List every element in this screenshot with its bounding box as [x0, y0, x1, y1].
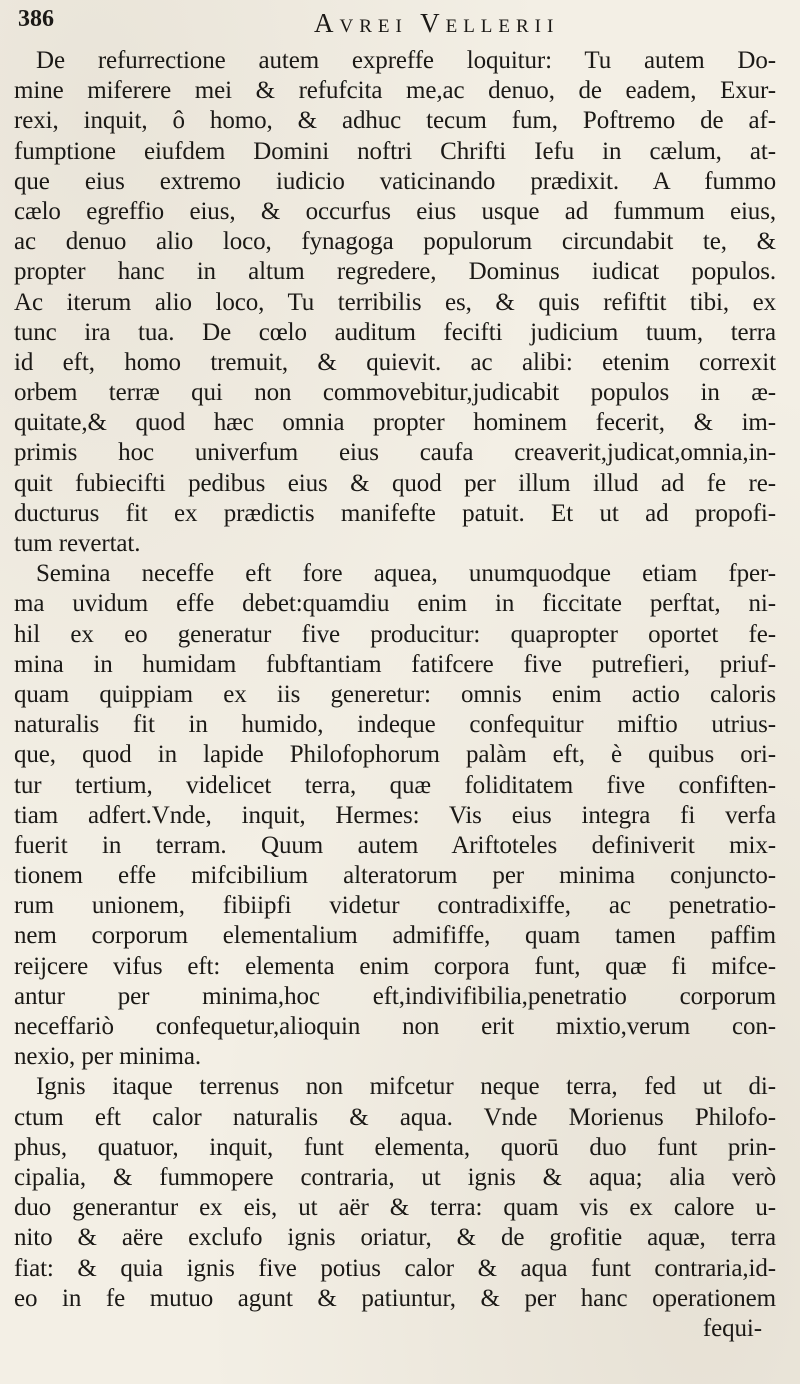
text-line: orbem terræ qui non commovebitur,judicabit populos in æ-	[14, 379, 776, 407]
page-number: 386	[18, 6, 54, 32]
text-line: quit fubiecifti pedibus eius & quod per illum illud ad fe re-	[14, 469, 776, 497]
text-line: rexi, inquit, ô homo, & adhuc tecum fum, Poftremo de af-	[14, 107, 776, 135]
page-header	[14, 6, 776, 46]
text-line: phus, quatuor, inquit, funt elementa, quorū duo funt prin-	[14, 1133, 776, 1161]
text-line: id eft, homo tremuit, & quievit. ac alibi: etenim correxit	[14, 348, 776, 376]
text-line: naturalis fit in humido, indeque confequitur miftio utrius-	[14, 711, 776, 739]
text-line: fumptione eiufdem Domini noftri Chrifti Iefu in cælum, at-	[14, 137, 776, 165]
text-line: nem corporum elementalium admififfe, quam tamen paffim	[14, 922, 776, 950]
text-line: ducturus fit ex prædictis manifefte patuit. Et ut ad propofi-	[14, 499, 776, 527]
text-line: propter hanc in altum regredere, Dominus iudicat populos.	[14, 258, 776, 286]
text-line: ac denuo alio loco, fynagoga populorum circundabit te, &	[14, 228, 776, 256]
text-line: tum revertat.	[14, 530, 141, 557]
catchword: fequi-	[702, 1314, 762, 1342]
text-line: nexio, per minima.	[14, 1043, 202, 1071]
text-line: nito & aëre exclufo ignis oriatur, & de grofitie aquæ, terra	[14, 1224, 776, 1252]
text-line: De refurrectione autem expreffe loquitur: Tu autem Do-	[36, 47, 776, 74]
text-line: ma uvidum effe debet:quamdiu enim in ficcitate perftat, ni-	[14, 590, 776, 618]
text-line: quam quippiam ex iis generetur: omnis enim actio caloris	[14, 680, 776, 708]
text-line: Ignis itaque terrenus non mifcetur neque terra, fed ut di-	[36, 1073, 776, 1101]
text-line: rum unionem, fibiipfi videtur contradixiffe, ac penetratio-	[14, 892, 776, 920]
text-line: hil ex eo generatur five producitur: quapropter oportet fe-	[14, 620, 776, 648]
text-line: quitate,& quod hæc omnia propter hominem fecerit, & im-	[14, 409, 776, 437]
text-line: cælo egreffio eius, & occurfus eius usque ad fummum eius,	[14, 197, 776, 225]
text-line: que eius extremo iudicio vaticinando prædixit. A fummo	[14, 167, 776, 195]
text-line: eo in fe mutuo agunt & patiuntur, & per hanc operationem	[14, 1284, 776, 1312]
text-line: Semina neceffe eft fore aquea, unumquodque etiam fper-	[36, 560, 776, 588]
text-line: ctum eft calor naturalis & aqua. Vnde Morienus Philofo-	[14, 1103, 776, 1131]
text-line: fiat: & quia ignis five potius calor & aqua funt contraria,id-	[14, 1254, 776, 1282]
text-line: duo generantur ex eis, ut aër & terra: quam vis ex calore u-	[14, 1194, 776, 1222]
running-head: Avrei Vellerii	[314, 8, 560, 38]
text-line: fuerit in terram. Quum autem Ariftoteles definiverit mix-	[14, 831, 776, 859]
text-line: tur tertium, videlicet terra, quæ foliditatem five confiften-	[14, 771, 776, 799]
text-line: mina in humidam fubftantiam fatifcere five putrefieri, priuf-	[14, 650, 776, 678]
text-line: antur per minima,hoc eft,indivifibilia,penetratio corporum	[14, 982, 776, 1010]
text-line: Ac iterum alio loco, Tu terribilis es, & quis refiftit tibi, ex	[14, 288, 776, 316]
text-line: que, quod in lapide Philofophorum palàm eft, è quibus ori-	[14, 741, 776, 769]
text-line: neceffariò confequetur,alioquin non erit mixtio,verum con-	[14, 1013, 776, 1040]
text-line: mine miferere mei & refufcita me,ac denuo, de eadem, Exur-	[14, 77, 776, 105]
text-line: tionem effe mifcibilium alteratorum per minima conjuncto-	[14, 862, 776, 890]
text-line: tiam adfert.Vnde, inquit, Hermes: Vis eius integra fi verfa	[14, 801, 776, 829]
text-line: cipalia, & fummopere contraria, ut ignis & aqua; alia verò	[14, 1163, 776, 1191]
text-line: reijcere vifus eft: elementa enim corpora funt, quæ fi mifce-	[14, 952, 776, 980]
text-line: tunc ira tua. De cœlo auditum fecifti judicium tuum, terra	[14, 318, 776, 346]
body-text	[14, 46, 776, 1344]
text-line: primis hoc univerfum eius caufa creaverit,judicat,omnia,in-	[14, 439, 776, 467]
